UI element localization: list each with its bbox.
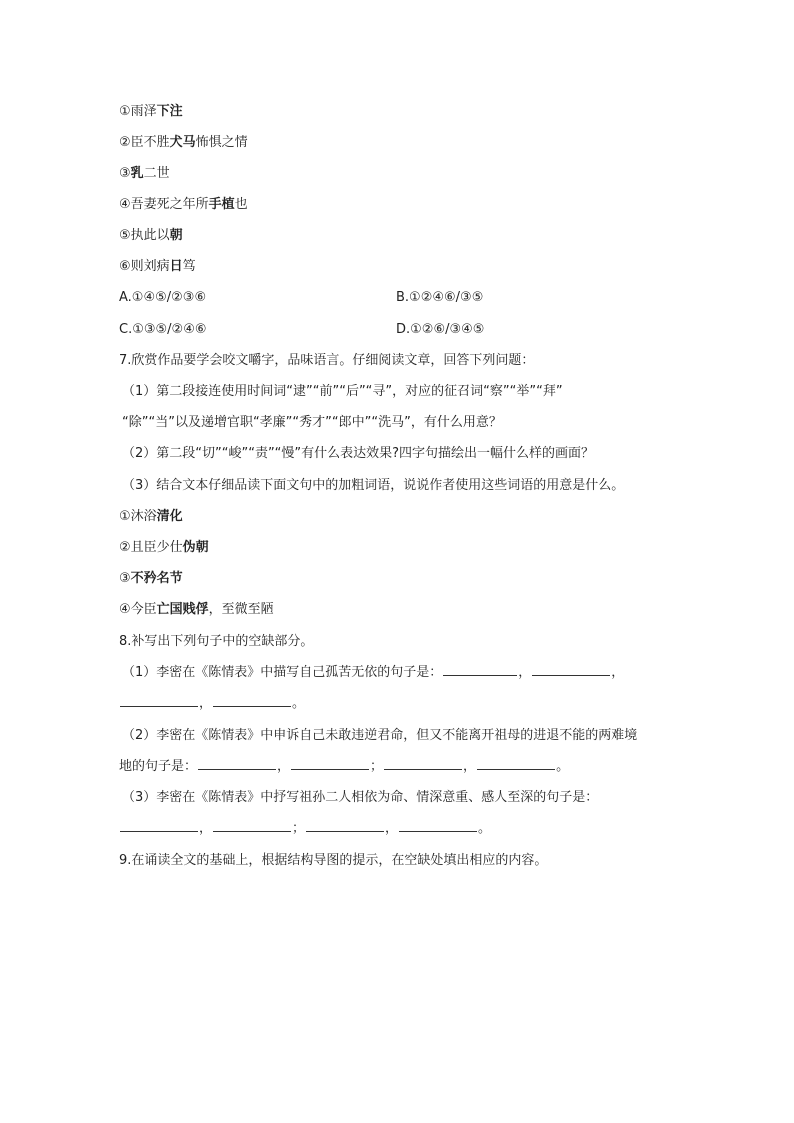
question-8-sub3-line2: ， ； ， 。 — [119, 819, 491, 839]
option-c: C.①③⑤/②④⑥ — [119, 322, 207, 337]
example-1: ①沐浴清化 — [119, 509, 183, 524]
question-7-sub2: （2）第二段“切”“峻”“责”“慢”有什么表达效果?四字句描绘出一幅什么样的画面？ — [122, 446, 595, 461]
item-2: ②臣不胜犬马怖惧之情 — [119, 135, 248, 150]
answer-blank[interactable] — [213, 830, 291, 832]
question-9-stem: 9.在诵读全文的基础上，根据结构导图的提示，在空缺处填出相应的内容。 — [119, 853, 548, 868]
question-8-sub1-line1: （1）李密在《陈情表》中描写自己孤苦无依的句子是： ， ， — [122, 665, 625, 680]
answer-blank[interactable] — [306, 830, 384, 832]
item-6: ⑥则刘病日笃 — [119, 259, 196, 274]
answer-blank[interactable] — [213, 705, 291, 707]
question-8-sub3-line1: （3）李密在《陈情表》中抒写祖孙二人相依为命、情深意重、感人至深的句子是： — [122, 790, 599, 805]
answer-blank[interactable] — [120, 830, 198, 832]
item-1: ①雨泽下注 — [119, 104, 183, 119]
question-8-sub1-line2: ， 。 — [119, 694, 305, 714]
item-3: ③乳二世 — [119, 166, 170, 181]
answer-blank[interactable] — [384, 768, 462, 770]
question-7-sub1-line1: （1）第二段接连使用时间词“逮”“前”“后”“寻”，对应的征召词“察”“举”“拜” — [122, 384, 563, 399]
answer-blank[interactable] — [477, 768, 555, 770]
example-2: ②且臣少仕伪朝 — [119, 540, 209, 555]
example-4: ④今臣亡国贱俘，至微至陋 — [119, 602, 274, 617]
answer-blank[interactable] — [532, 674, 610, 676]
question-7-stem: 7.欣赏作品要学会咬文嚼字，品味语言。仔细阅读文章，回答下列问题： — [119, 353, 535, 368]
option-d: D.①②⑥/③④⑤ — [396, 322, 485, 337]
question-7-sub3: （3）结合文本仔细品读下面文句中的加粗词语，说说作者使用这些词语的用意是什么。 — [122, 478, 625, 493]
option-b: B.①②④⑥/③⑤ — [396, 290, 484, 305]
answer-blank[interactable] — [443, 674, 517, 676]
answer-blank[interactable] — [291, 768, 369, 770]
answer-blank[interactable] — [198, 768, 276, 770]
answer-blank[interactable] — [399, 830, 477, 832]
example-3: ③不矜名节 — [119, 571, 183, 586]
question-8-stem: 8.补写出下列句子中的空缺部分。 — [119, 634, 314, 649]
question-7-sub1-line2: “除”“当”以及递增官职“孝廉”“秀才”“郎中”“洗马”，有什么用意？ — [122, 415, 502, 430]
item-4: ④吾妻死之年所手植也 — [119, 197, 248, 212]
option-a: A.①④⑤/②③⑥ — [119, 290, 207, 305]
item-5: ⑤执此以朝 — [119, 228, 183, 243]
question-8-sub2-line1: （2）李密在《陈情表》中申诉自己未敢违逆君命，但又不能离开祖母的进退不能的两难境 — [122, 728, 638, 743]
question-8-sub2-line2: 地的句子是： ， ； ， 。 — [119, 759, 570, 774]
answer-blank[interactable] — [120, 705, 198, 707]
